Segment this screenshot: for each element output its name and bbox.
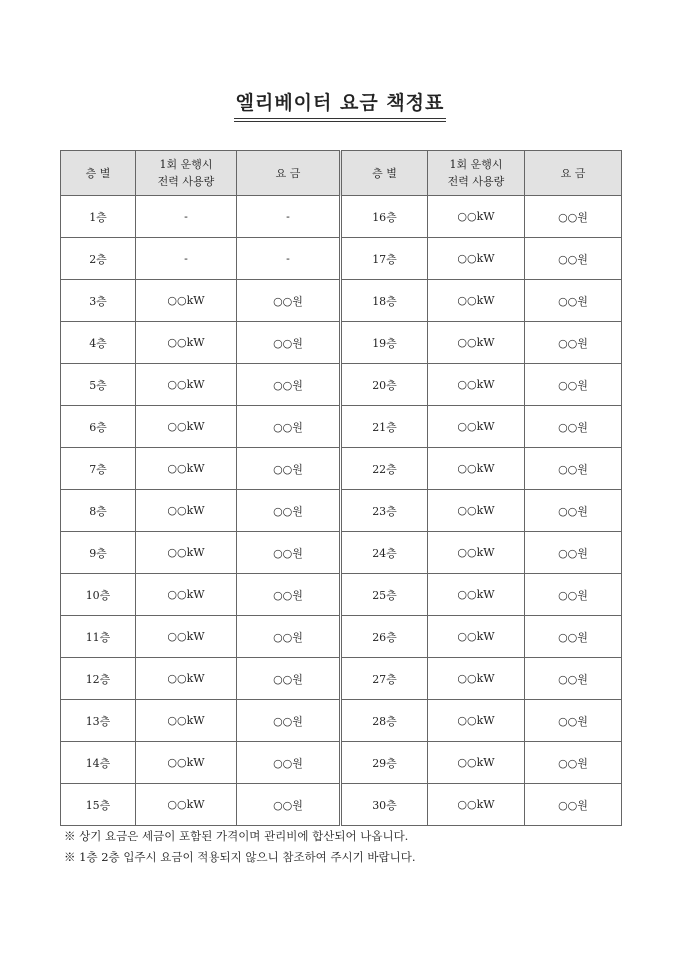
fee-cell: ○○원 <box>237 490 341 532</box>
table-row <box>61 532 622 574</box>
floor-cell: 11층 <box>61 616 136 658</box>
header-power-line1: 1회 운행시 <box>159 158 213 171</box>
fee-cell: ○○원 <box>237 616 341 658</box>
power-cell: ○○kW <box>136 574 237 616</box>
floor-cell: 20층 <box>341 364 428 406</box>
fee-cell: ○○원 <box>525 742 622 784</box>
power-cell: ○○kW <box>136 322 237 364</box>
floor-cell: 7층 <box>61 448 136 490</box>
page-title: 엘리베이터 요금 책정표 <box>234 88 447 119</box>
floor-cell: 13층 <box>61 700 136 742</box>
fee-cell: ○○원 <box>525 322 622 364</box>
power-cell: ○○kW <box>136 406 237 448</box>
fee-cell: ○○원 <box>525 574 622 616</box>
power-cell: ○○kW <box>428 700 525 742</box>
fee-cell: ○○원 <box>237 700 341 742</box>
title-wrap <box>0 88 680 119</box>
power-cell: ○○kW <box>428 448 525 490</box>
floor-cell: 30층 <box>341 784 428 826</box>
fee-table <box>60 150 622 826</box>
power-cell: ○○kW <box>136 616 237 658</box>
table-row <box>61 238 622 280</box>
power-cell: ○○kW <box>428 490 525 532</box>
power-cell: ○○kW <box>136 784 237 826</box>
table-row <box>61 784 622 826</box>
floor-cell: 14층 <box>61 742 136 784</box>
power-cell: ○○kW <box>428 196 525 238</box>
floor-cell: 1층 <box>61 196 136 238</box>
fee-cell: ○○원 <box>237 364 341 406</box>
header-floor-left: 층 별 <box>61 151 136 196</box>
power-cell: ○○kW <box>428 364 525 406</box>
fee-cell: ○○원 <box>525 658 622 700</box>
note-exemption: ※ 1층 2층 입주시 요금이 적용되지 않으니 참조하여 주시기 바랍니다. <box>64 850 416 864</box>
header-power-left <box>136 151 237 196</box>
power-cell: ○○kW <box>428 742 525 784</box>
floor-cell: 28층 <box>341 700 428 742</box>
fee-cell: ○○원 <box>237 742 341 784</box>
table-row <box>61 742 622 784</box>
floor-cell: 2층 <box>61 238 136 280</box>
fee-cell: ○○원 <box>525 532 622 574</box>
power-cell: ○○kW <box>136 364 237 406</box>
fee-cell: ○○원 <box>237 280 341 322</box>
fee-cell: ○○원 <box>525 406 622 448</box>
fee-cell: - <box>237 196 341 238</box>
notes <box>64 826 416 868</box>
floor-cell: 18층 <box>341 280 428 322</box>
fee-cell: ○○원 <box>525 280 622 322</box>
fee-cell: ○○원 <box>525 448 622 490</box>
fee-cell: ○○원 <box>237 322 341 364</box>
floor-cell: 19층 <box>341 322 428 364</box>
power-cell: ○○kW <box>428 658 525 700</box>
fee-cell: ○○원 <box>525 238 622 280</box>
fee-cell: ○○원 <box>525 364 622 406</box>
floor-cell: 6층 <box>61 406 136 448</box>
floor-cell: 27층 <box>341 658 428 700</box>
power-cell: ○○kW <box>428 322 525 364</box>
floor-cell: 21층 <box>341 406 428 448</box>
header-power-line1: 1회 운행시 <box>449 158 503 171</box>
table-row <box>61 406 622 448</box>
floor-cell: 24층 <box>341 532 428 574</box>
table-row <box>61 658 622 700</box>
floor-cell: 23층 <box>341 490 428 532</box>
floor-cell: 3층 <box>61 280 136 322</box>
header-power-line2: 전력 사용량 <box>447 175 505 188</box>
power-cell: - <box>136 238 237 280</box>
header-floor-right: 층 별 <box>341 151 428 196</box>
fee-cell: ○○원 <box>237 574 341 616</box>
header-power-line2: 전력 사용량 <box>157 175 215 188</box>
power-cell: ○○kW <box>428 784 525 826</box>
fee-cell: ○○원 <box>525 700 622 742</box>
fee-cell: ○○원 <box>525 616 622 658</box>
power-cell: ○○kW <box>428 532 525 574</box>
fee-cell: ○○원 <box>525 490 622 532</box>
table-row <box>61 196 622 238</box>
table-row <box>61 616 622 658</box>
power-cell: - <box>136 196 237 238</box>
fee-cell: ○○원 <box>525 196 622 238</box>
power-cell: ○○kW <box>428 616 525 658</box>
table-row <box>61 490 622 532</box>
power-cell: ○○kW <box>136 280 237 322</box>
power-cell: ○○kW <box>428 406 525 448</box>
power-cell: ○○kW <box>136 532 237 574</box>
table-row <box>61 700 622 742</box>
power-cell: ○○kW <box>136 742 237 784</box>
floor-cell: 5층 <box>61 364 136 406</box>
fee-cell: ○○원 <box>237 448 341 490</box>
table-row <box>61 364 622 406</box>
fee-table-body <box>61 196 622 826</box>
table-row <box>61 448 622 490</box>
table-row <box>61 322 622 364</box>
power-cell: ○○kW <box>136 490 237 532</box>
floor-cell: 15층 <box>61 784 136 826</box>
power-cell: ○○kW <box>428 238 525 280</box>
floor-cell: 16층 <box>341 196 428 238</box>
table-row <box>61 574 622 616</box>
floor-cell: 12층 <box>61 658 136 700</box>
fee-cell: ○○원 <box>237 406 341 448</box>
power-cell: ○○kW <box>136 700 237 742</box>
power-cell: ○○kW <box>428 574 525 616</box>
header-row <box>61 151 622 196</box>
fee-cell: - <box>237 238 341 280</box>
header-fee-right: 요 금 <box>525 151 622 196</box>
note-tax: ※ 상기 요금은 세금이 포함된 가격이며 관리비에 합산되어 나옵니다. <box>64 829 409 843</box>
fee-cell: ○○원 <box>237 532 341 574</box>
floor-cell: 17층 <box>341 238 428 280</box>
fee-cell: ○○원 <box>237 658 341 700</box>
floor-cell: 25층 <box>341 574 428 616</box>
header-power-right <box>428 151 525 196</box>
fee-table-header <box>61 151 622 196</box>
header-fee-left: 요 금 <box>237 151 341 196</box>
table-row <box>61 280 622 322</box>
floor-cell: 10층 <box>61 574 136 616</box>
floor-cell: 4층 <box>61 322 136 364</box>
fee-cell: ○○원 <box>525 784 622 826</box>
floor-cell: 9층 <box>61 532 136 574</box>
fee-cell: ○○원 <box>237 784 341 826</box>
floor-cell: 8층 <box>61 490 136 532</box>
floor-cell: 22층 <box>341 448 428 490</box>
floor-cell: 29층 <box>341 742 428 784</box>
power-cell: ○○kW <box>428 280 525 322</box>
power-cell: ○○kW <box>136 448 237 490</box>
floor-cell: 26층 <box>341 616 428 658</box>
power-cell: ○○kW <box>136 658 237 700</box>
